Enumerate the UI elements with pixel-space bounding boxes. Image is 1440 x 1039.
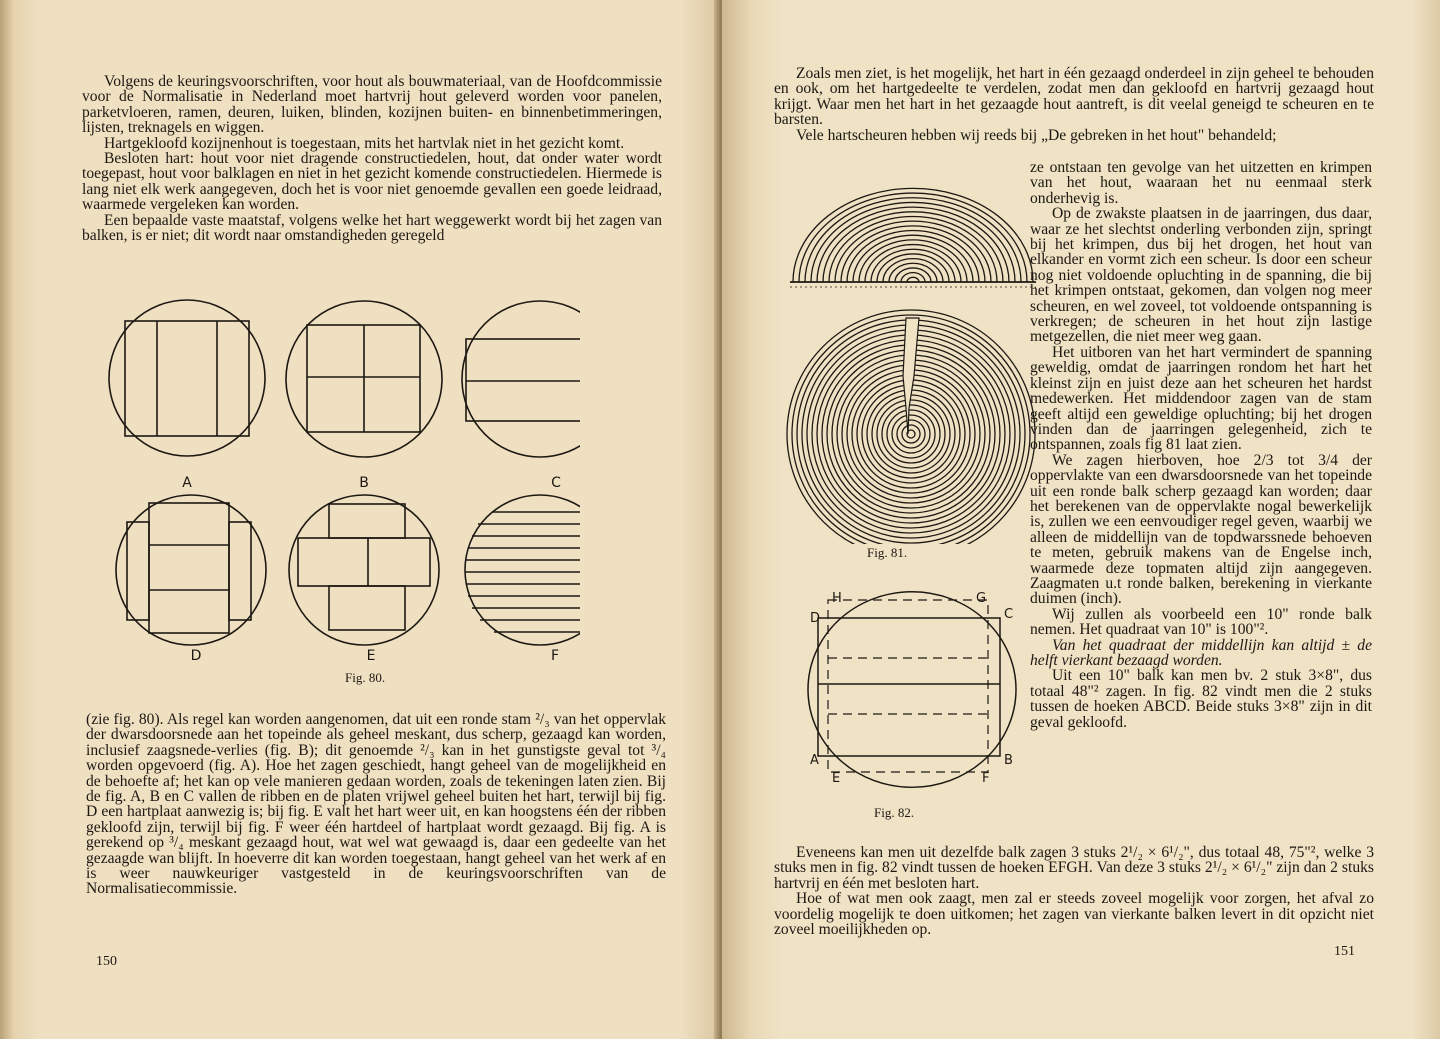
crack-shape — [903, 318, 919, 434]
growth-ring — [811, 202, 1015, 282]
right-top-text — [774, 66, 1374, 143]
right-page — [722, 0, 1440, 1039]
right-bottom-text — [774, 845, 1374, 937]
corner-h: H — [832, 591, 842, 606]
paragraph: Volgens de keuringsvoorschriften, voor hout als bouwmateriaal, van de Hoofdcommissie voor de Normalisatie in Nederland moet hartvrij hout geleverd worden voor panelen, parketvloeren, ramen, deuren, luiken, blinden, kozijnen buiten- en binnenbetimmeringen, lijsten, treknagels en wiggen. — [82, 73, 662, 137]
page-number-left: 150 — [96, 954, 117, 969]
fig80-caption: Fig. 80. — [345, 670, 386, 685]
diagram-a — [109, 300, 265, 456]
label-b: B — [359, 475, 369, 491]
figure-80 — [100, 292, 580, 664]
left-top-text — [82, 74, 662, 243]
paragraph: Uit een 10" balk kan men bv. 2 stuk 3×8", dus totaal 48"² zagen. In fig. 82 vindt men die 2 stuks tussen de hoeken ABCD. Beide stuks 3×8" zijn in dit geval gekloofd. — [1030, 667, 1372, 731]
corner-d: D — [810, 611, 821, 626]
figure-81 — [778, 186, 1058, 544]
paragraph: Op de zwakste plaatsen in de jaarringen, dus daar, waar ze het slechtst onderling verbonden zijn, springt bij het krimpen, dus bij het drogen, het hout van elkander en vormt zich een scheur. Is door een scheur nog niet voldoende opluchting in de spanning, die bij het krimpen ontstaat, gekomen, dan volgen nog meer scheuren, en wel zoveel, tot voldoende ontspanning is verkregen; de scheuren in het hout zijn lastige metgezellen, die niet meer weg gaan. — [1030, 205, 1372, 346]
growth-ring — [887, 410, 935, 458]
growth-ring — [897, 420, 925, 448]
paragraph: ze ontstaan ten gevolge van het uitzetten en krimpen van het hout, waaraan het nu eenmaal sterk onderhevig is. — [1030, 159, 1372, 207]
fig82-caption: Fig. 82. — [874, 805, 915, 820]
corner-a: A — [810, 753, 819, 768]
page-number-right: 151 — [1334, 944, 1355, 959]
diagram-d — [116, 495, 266, 645]
corner-b: B — [1004, 753, 1013, 768]
growth-ring — [882, 405, 940, 463]
paragraph: We zagen hierboven, hoe 2/3 tot 3/4 der oppervlakte van een dwarsdoorsnede van het topeinde uit een ronde balk scherp gezaagd kan worden; daar het berekenen van de oppervlakte nogal bewerkelijk is, zullen we een eenvoudiger regel geven, waarbij we alleen de middellijn van de topdwarssnede behoeven te meten, gebruik makens van de Engelse inch, waarmede deze topmaten altijd zijn aangegeven. Zaagmaten u.t ronde balken, berekening in vierkante duimen (inch). — [1030, 451, 1372, 608]
rule-statement: Van het quadraat der middellijn kan altijd ± de helft vierkant bezaagd worden. — [1030, 636, 1372, 669]
diagram-f-planks — [465, 512, 580, 632]
corner-f: F — [982, 771, 990, 786]
diagram-c — [462, 301, 580, 457]
growth-ring — [895, 268, 931, 282]
left-bottom-text — [86, 712, 666, 897]
paragraph: Hoe of wat men ook zaagt, men zal er steeds zoveel mogelijk voor zorgen, het afval zo voordelig mogelijk te doen uitkomen; het zagen van vierkante balken levert in dit opzicht niet zoveel moeilijkheden op. — [774, 890, 1374, 939]
growth-ring — [902, 425, 920, 443]
label-f: F — [550, 648, 560, 664]
label-c: C — [551, 475, 561, 491]
growth-ring — [892, 415, 930, 453]
right-side-text — [1030, 160, 1372, 730]
paragraph: Besloten hart: hout voor niet dragende constructiedelen, hout, dat onder water wordt toegepast, hout voor balklagen en niet in het gezicht komende constructiedelen. Hiermede is lang niet elk werk aangegeven, doch het is voor niet genoemde gevallen een goede leidraad, waarmede vergeleken kan worden. — [82, 150, 662, 214]
growth-ring — [799, 193, 1027, 282]
half-log-rings — [793, 188, 1033, 282]
growth-ring — [867, 390, 955, 478]
growth-ring — [883, 259, 943, 282]
paragraph: Vele hartscheuren hebben wij reeds bij „De gebreken in het hout" behandeld; — [796, 126, 1277, 144]
paragraph: Zoals men ziet, is het mogelijk, het hart in één gezaagd onderdeel in zijn geheel te behouden en ook, om het hartgedeelte te verdelen, zodat men dan gekloofd en hartvrij gezaagd hout krijgt. Waar men het hart in het gezaagde hout aantreft, is dit veelal geneigd te scheuren en te barsten. — [774, 65, 1374, 129]
corner-e: E — [832, 771, 841, 786]
fig81-caption: Fig. 81. — [867, 545, 908, 560]
paragraph: Het uitboren van het hart vermindert de spanning geweldig, omdat de jaarringen rondom het hart het kleinst zijn en juist deze aan het scheuren het hardst medewerken. Het middendoor zagen van de stam geeft altijd een geweldige opluchting; bij het drogen vinden dan de jaarringen gelegenheid, zich te ontspannen, zoals fig 81 laat zien. — [1030, 343, 1372, 454]
diagram-e — [289, 495, 439, 645]
paragraph: Een bepaalde vaste maatstaf, volgens welke het hart weggewerkt wordt bij het zagen van balken, is er niet; dit wordt naar omstandigheden geregeld — [82, 211, 662, 245]
diagram-f — [465, 495, 580, 645]
corner-g: G — [976, 591, 987, 606]
paragraph: Hartgekloofd kozijnenhout is toegestaan, mits het hartvlak niet in het gezicht komt. — [104, 134, 625, 152]
label-a: A — [182, 475, 192, 491]
growth-ring — [872, 395, 950, 473]
label-e: E — [366, 648, 376, 664]
diagram-b — [286, 301, 442, 457]
corner-c: C — [1004, 607, 1014, 622]
paragraph: Eveneens kan men uit dezelfde balk zagen 3 stuks 2¹/₂ × 6¹/₂", dus totaal 48, 75"², welke 3 stuks men in fig. 82 vindt tussen de hoeken EFGH. Van deze 3 stuks 2¹/₂ × 6¹/₂" zijn dan 2 stuks hartvrij en één met besloten hart. — [774, 844, 1374, 892]
figure-82 — [788, 588, 1038, 788]
paragraph: Wij zullen als voorbeeld een 10" ronde balk nemen. Het quadraat van 10" is 100"². — [1030, 605, 1372, 639]
paragraph: (zie fig. 80). Als regel kan worden aangenomen, dat uit een ronde stam ²/₃ van het oppervlak der dwarsdoorsnede aan het topeinde als geheel meskant, dus scherp, gezaagd kan worden, inclusief zaagsnede-verlies (fig. B); dit genoemde ²/₃ kan in het gunstigste geval tot ³/₄ worden opgevoerd (fig. A). Hoe het zagen geschiedt, hangt geheel van de mogelijkheid en de behoefte af; het kan op vele manieren gedaan worden, zoals de tekeningen laten zien. Bij de fig. A, B en C vallen de ribben en de platen vrijwel geheel buiten het hart, terwijl bij fig. D een hartplaat aanwezig is; bij fig. E valt het hart weer uit, en kan hoogstens één der ribben gekloofd zijn, terwijl bij fig. F weer één hartdeel of hartplaat wordt gezaagd. Bij fig. A is gerekend op ³/₄ meskant gezaagd hout, wat wel wat gewaagd is, daar een gedeelte van het gezaagde wan blijft. In hoeverre dit kan worden toegestaan, hangt geheel van het werk af en is weer nauwkeuriger vastgesteld in de keuringsvoorschriften van de Normalisatiecommissie. — [86, 711, 666, 898]
label-d: D — [190, 648, 202, 664]
